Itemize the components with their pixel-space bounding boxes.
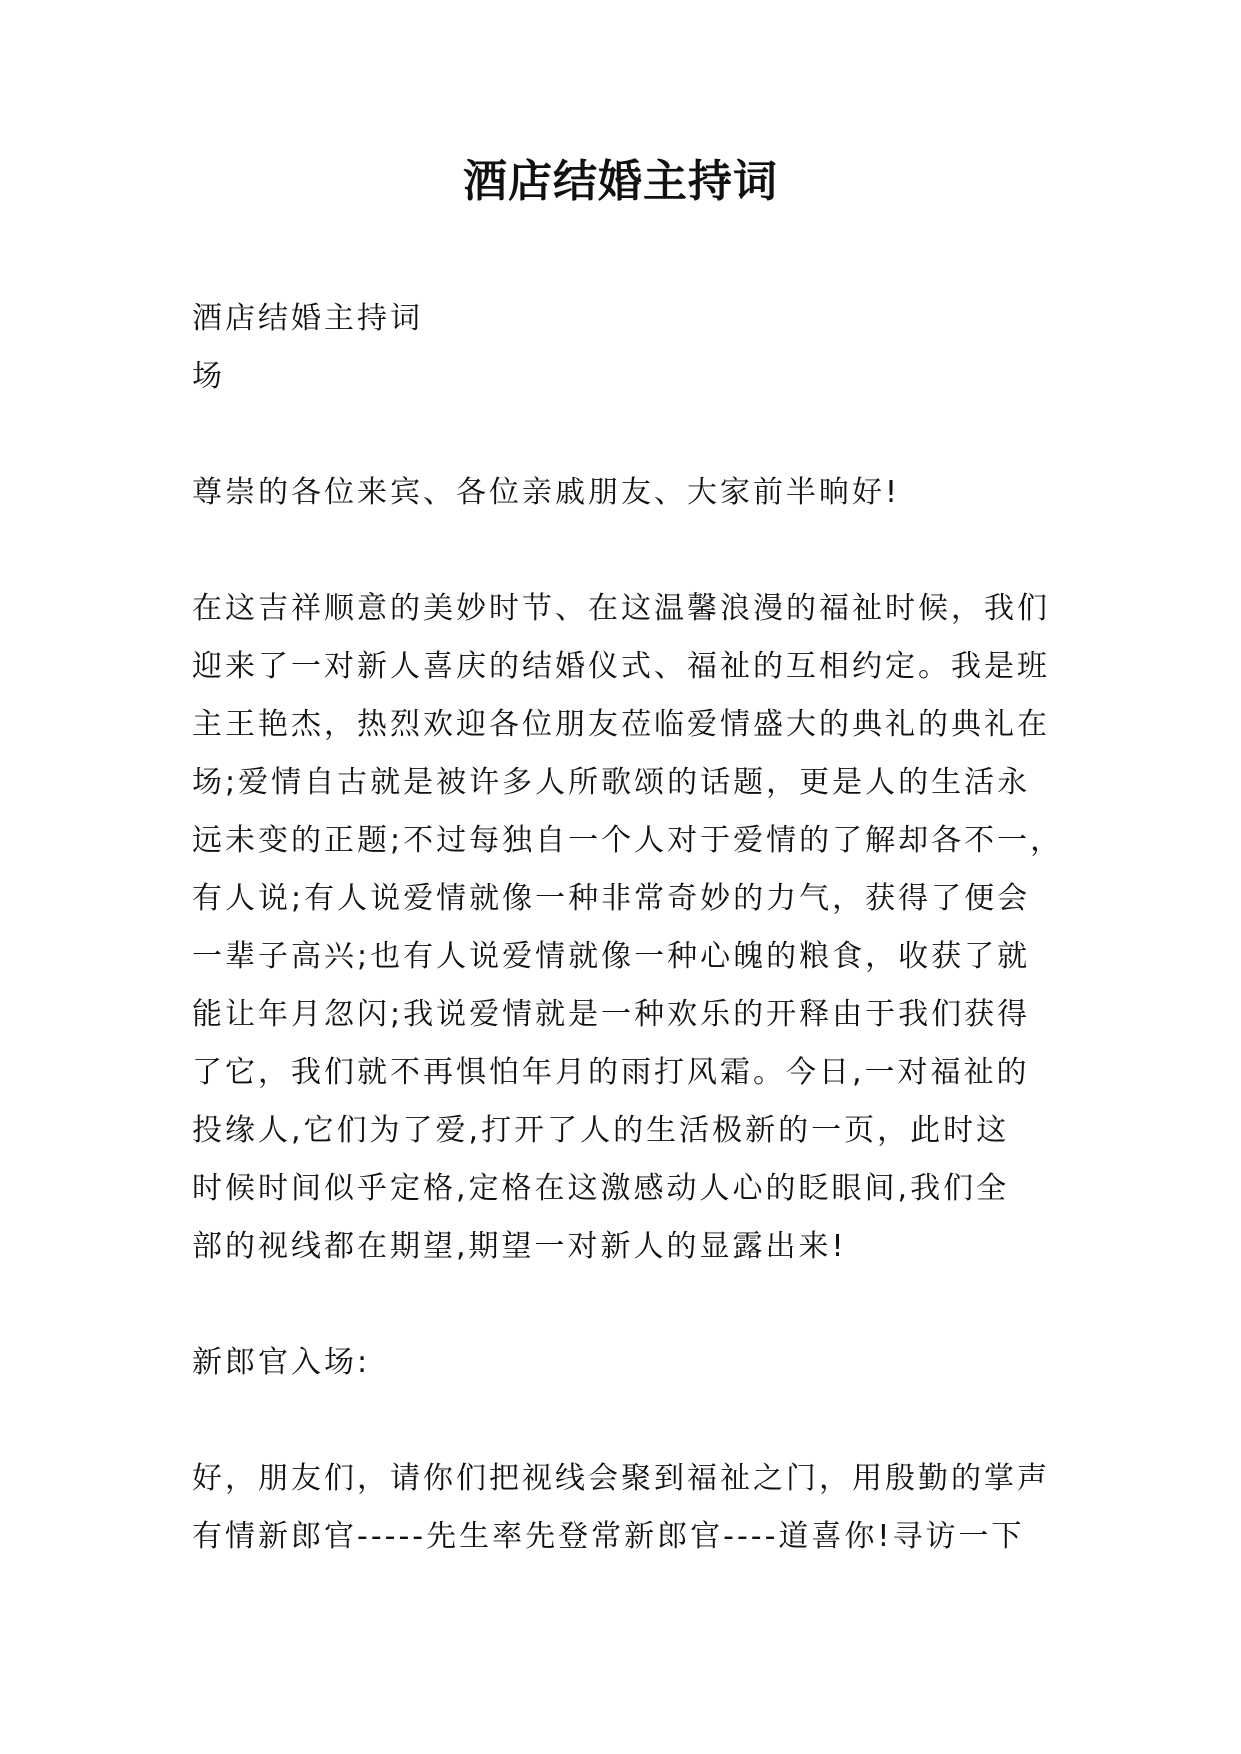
paragraph1-line: 能让年月忽闪;我说爱情就是一种欢乐的开释由于我们获得 <box>192 997 1031 1032</box>
paragraph1-line: 迎来了一对新人喜庆的结婚仪式、福祉的互相约定。我是班 <box>192 649 1050 684</box>
paragraph-spacer <box>192 522 1072 580</box>
paragraph1-line: 有人说;有人说爱情就像一种非常奇妙的力气，获得了便会 <box>192 881 1031 916</box>
paragraph2-line: 好，朋友们，请你们把视线会聚到福祉之门，用殷勤的掌声 <box>192 1461 1050 1496</box>
paragraph2-line: 有情新郎官-----先生率先登常新郎官----道喜你!寻访一下 <box>192 1519 1025 1554</box>
paragraph1-line: 一辈子高兴;也有人说爱情就像一种心魄的粮食，收获了就 <box>192 939 1031 974</box>
paragraph1-line: 场;爱情自古就是被许多人所歌颂的话题，更是人的生活永 <box>192 765 1031 800</box>
document-title: 酒店结婚主持词 <box>463 156 778 207</box>
subtitle-line: 酒店结婚主持词 <box>192 301 423 336</box>
paragraph1-line: 时候时间似乎定格,定格在这激感动人心的眨眼间,我们全 <box>192 1171 1010 1206</box>
subtitle-line: 场 <box>192 359 225 394</box>
section-heading: 新郎官入场: <box>192 1345 371 1380</box>
paragraph1-line: 主王艳杰，热烈欢迎各位朋友莅临爱情盛大的典礼的典礼在 <box>192 707 1050 742</box>
paragraph-spacer <box>192 406 1072 464</box>
document-body <box>192 290 1072 1566</box>
paragraph1-line: 远未变的正题;不过每独自一个人对于爱情的了解却各不一， <box>192 823 1064 858</box>
paragraph1-line: 在这吉祥顺意的美妙时节、在这温馨浪漫的福祉时候，我们 <box>192 591 1050 626</box>
paragraph-spacer <box>192 1392 1072 1450</box>
paragraph1-line: 部的视线都在期望,期望一对新人的显露出来! <box>192 1229 847 1264</box>
paragraph1-line: 投缘人,它们为了爱,打开了人的生活极新的一页，此时这 <box>192 1113 1010 1148</box>
paragraph-spacer <box>192 1276 1072 1334</box>
greeting-line: 尊崇的各位来宾、各位亲戚朋友、大家前半晌好! <box>192 475 901 510</box>
paragraph1-line: 了它，我们就不再惧怕年月的雨打风霜。今日,一对福祉的 <box>192 1055 1030 1090</box>
